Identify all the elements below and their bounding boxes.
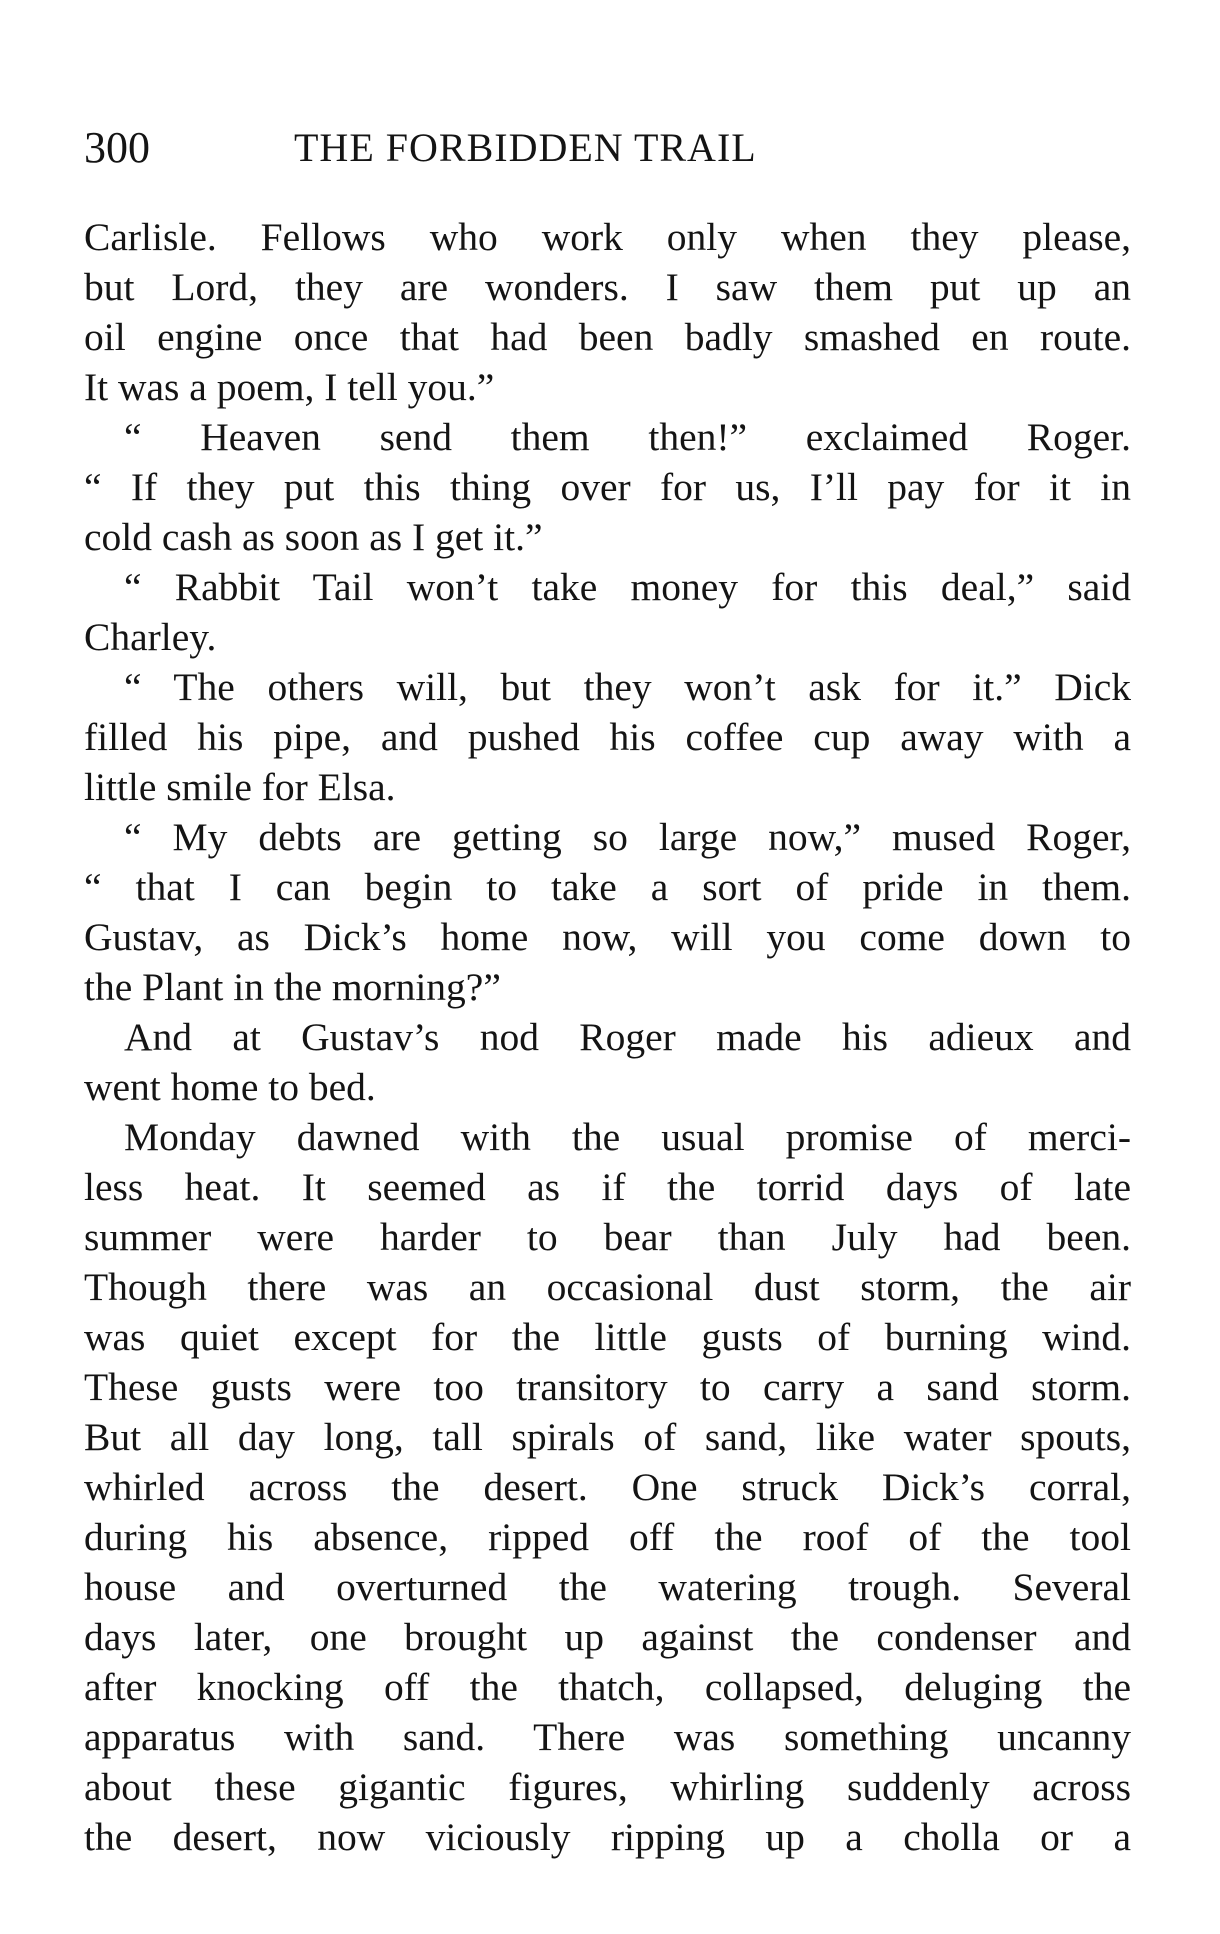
text-line: “ My debts are getting so large now,” mused Roger, bbox=[124, 815, 1131, 859]
text-line: little smile for Elsa. bbox=[84, 765, 396, 809]
text-line: after knocking off the thatch, collapsed, deluging the bbox=[84, 1665, 1131, 1709]
text-line: days later, one brought up against the condenser and bbox=[84, 1615, 1131, 1659]
text-line: went home to bed. bbox=[84, 1065, 376, 1109]
text-line: Monday dawned with the usual promise of merci- bbox=[124, 1115, 1131, 1159]
text-line: Gustav, as Dick’s home now, will you come down to bbox=[84, 915, 1131, 959]
text-line: about these gigantic figures, whirling suddenly across bbox=[84, 1765, 1131, 1809]
text-line: was quiet except for the little gusts of burning wind. bbox=[84, 1315, 1131, 1359]
text-line: “ Rabbit Tail won’t take money for this deal,” said bbox=[124, 565, 1131, 609]
text-line: filled his pipe, and pushed his coffee cup away with a bbox=[84, 715, 1131, 759]
page-header bbox=[84, 118, 964, 178]
text-line: house and overturned the watering trough. Several bbox=[84, 1565, 1131, 1609]
text-line: Carlisle. Fellows who work only when they please, bbox=[84, 215, 1131, 259]
text-line: the desert, now viciously ripping up a cholla or a bbox=[84, 1815, 1131, 1859]
text-line: “ If they put this thing over for us, I’ll pay for it in bbox=[84, 465, 1131, 509]
running-head-title: THE FORBIDDEN TRAIL bbox=[294, 125, 757, 170]
text-line: Though there was an occasional dust storm, the air bbox=[84, 1265, 1131, 1309]
text-line: But all day long, tall spirals of sand, like water spouts, bbox=[84, 1415, 1131, 1459]
text-line: cold cash as soon as I get it.” bbox=[84, 515, 543, 559]
text-line: These gusts were too transitory to carry a sand storm. bbox=[84, 1365, 1131, 1409]
text-line: the Plant in the morning?” bbox=[84, 965, 501, 1009]
text-line: It was a poem, I tell you.” bbox=[84, 365, 495, 409]
text-line: summer were harder to bear than July had been. bbox=[84, 1215, 1131, 1259]
text-line: during his absence, ripped off the roof of the tool bbox=[84, 1515, 1131, 1559]
text-line: “ that I can begin to take a sort of pride in them. bbox=[84, 865, 1131, 909]
text-line: whirled across the desert. One struck Dick’s corral, bbox=[84, 1465, 1131, 1509]
text-line: “ Heaven send them then!” exclaimed Roger. bbox=[124, 415, 1131, 459]
text-line: “ The others will, but they won’t ask for it.” Dick bbox=[124, 665, 1131, 709]
text-line: less heat. It seemed as if the torrid days of late bbox=[84, 1165, 1131, 1209]
page-number: 300 bbox=[84, 123, 150, 172]
text-line: apparatus with sand. There was something uncanny bbox=[84, 1715, 1131, 1759]
body-text bbox=[84, 212, 1131, 1862]
text-line: Charley. bbox=[84, 615, 217, 659]
text-line: oil engine once that had been badly smashed en route. bbox=[84, 315, 1131, 359]
text-line: but Lord, they are wonders. I saw them put up an bbox=[84, 265, 1131, 309]
text-line: And at Gustav’s nod Roger made his adieux and bbox=[124, 1015, 1131, 1059]
